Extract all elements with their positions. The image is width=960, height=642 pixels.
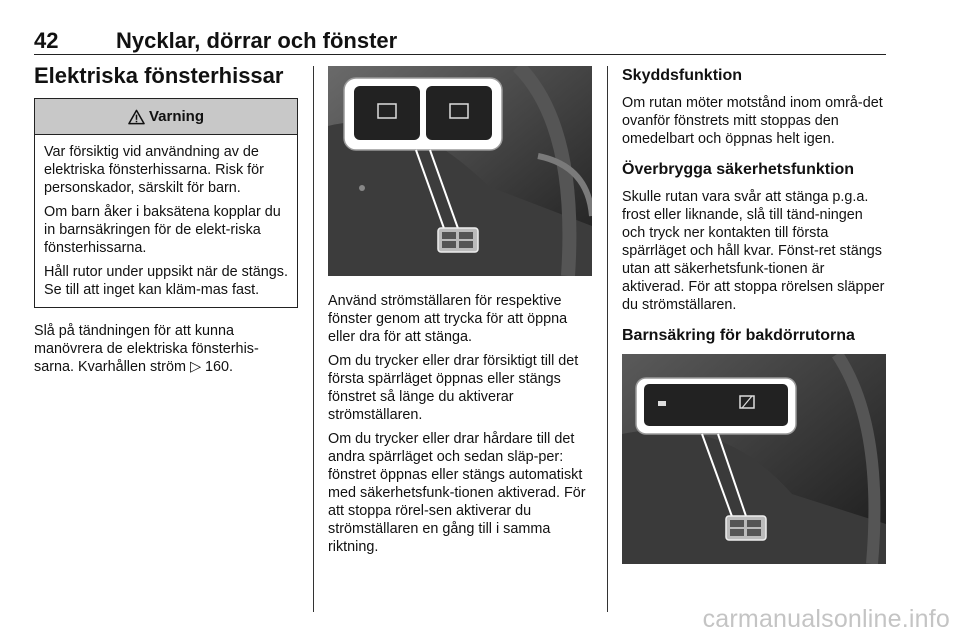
warning-triangle-icon bbox=[128, 109, 145, 125]
warning-box bbox=[34, 98, 298, 308]
heading-protection: Skyddsfunktion bbox=[622, 67, 743, 84]
page-reference-icon: ▷ bbox=[189, 359, 202, 375]
body-paragraph: Om du trycker eller drar försiktigt till det första spärrläget öppnas eller stängs fönstret så länge du aktiverar strömställaren. bbox=[328, 353, 579, 423]
heading-override: Överbrygga säkerhetsfunktion bbox=[622, 161, 855, 178]
warning-paragraph: Håll rutor under uppsikt när de stängs. Se till att inget kan kläm-mas fast. bbox=[44, 264, 288, 298]
warning-header bbox=[35, 99, 297, 135]
body-paragraph: Skulle rutan vara svår att stänga p.g.a. frost eller liknande, slå till tänd-ningen och tryck ner kontakten till första spärrläget och håll kvar. Fönst-ret stängs utan att säkerhetsfunk-tionen är aktiverad. För att stoppa rörelsen släpper du strömställaren. bbox=[622, 189, 885, 313]
column-1 bbox=[34, 62, 298, 382]
override-text-block bbox=[622, 188, 888, 314]
warning-title: Varning bbox=[148, 108, 204, 125]
protection-text-block bbox=[622, 94, 888, 148]
child-lock-photo bbox=[622, 354, 886, 564]
chapter-title: Nycklar, dörrar och fönster bbox=[116, 28, 398, 53]
heading-child-lock: Barnsäkring för bakdörrutorna bbox=[622, 327, 855, 344]
column-divider-2 bbox=[607, 66, 608, 612]
column-2 bbox=[328, 66, 592, 562]
body-paragraph: Om du trycker eller drar hårdare till det andra spärrläget och sedan släp-per: fönstret öppnas eller stängs automatiskt med säkerhetsfunk-tionen aktiverad. För att stoppa rörel-sen aktiverar du strömställaren en gång till i samma riktning. bbox=[328, 431, 586, 555]
body-paragraph: Använd strömställaren för respektive fönster genom att trycka för att öppna eller dra för att stänga. bbox=[328, 293, 568, 345]
body-paragraph: Om rutan möter motstånd inom områ-det ovanför fönstrets mitt stoppas den omedelbart och öppnas helt igen. bbox=[622, 95, 883, 147]
child-lock-illustration bbox=[622, 354, 886, 564]
window-switch-illustration bbox=[328, 66, 592, 276]
warning-body bbox=[35, 135, 297, 307]
window-switch-photo bbox=[328, 66, 592, 276]
section-title: Elektriska fönsterhissar bbox=[34, 63, 284, 88]
page-number: 42 bbox=[34, 28, 59, 53]
warning-paragraph: Var försiktig vid användning av de elektriska fönsterhissarna. Risk för personskador, särskilt för barn. bbox=[44, 144, 264, 196]
column-3 bbox=[622, 66, 888, 564]
body-text-block bbox=[34, 322, 298, 376]
header-divider bbox=[34, 54, 886, 55]
body-text-block bbox=[328, 292, 592, 556]
body-paragraph bbox=[34, 322, 298, 376]
warning-paragraph: Om barn åker i baksätena kopplar du in barnsäkringen för de elekt-riska fönsterhissarna. bbox=[44, 204, 281, 256]
body-text: Slå på tändningen för att kunna manövrera de elektriska fönsterhis-sarna. Kvarhållen ström bbox=[34, 323, 259, 375]
page-reference-link[interactable]: 160. bbox=[205, 359, 234, 375]
page-header bbox=[34, 28, 886, 52]
column-divider-1 bbox=[313, 66, 314, 612]
watermark: carmanualsonline.info bbox=[702, 605, 950, 633]
